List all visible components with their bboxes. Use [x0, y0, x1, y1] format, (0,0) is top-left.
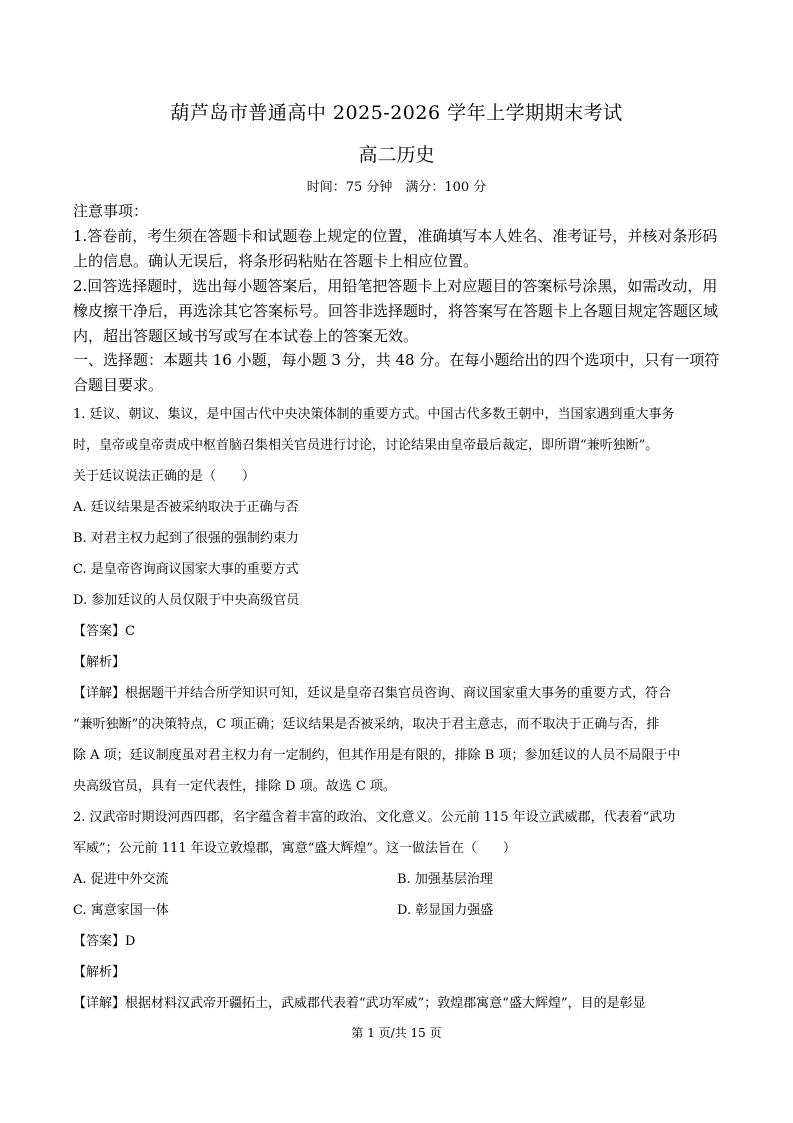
question-1-detail-line: “兼听独断”的决策特点，C 项正确；廷议结果是否被采纳，取决于君主意志，而不取决于正确与否，排	[73, 717, 660, 732]
question-2-option-c: C. 寓意家国一体	[73, 903, 169, 918]
question-1-option-b: B. 对君主权力起到了很强的强制约束力	[73, 531, 299, 546]
question-1-analysis-heading: 【解析】	[73, 655, 126, 670]
notes-item-1: 1.答卷前，考生须在答题卡和试题卷上规定的位置，准确填写本人姓名、准考证号，并核对条形码上的信息。确认无误后，将条形码粘贴在答题卡上相应位置。	[73, 227, 718, 270]
question-2-detail-line: 【详解】根据材料汉武帝开疆拓土，武威郡代表着“武功军威”；敦煌郡寓意“盛大辉煌”，目的是彰显	[73, 996, 646, 1011]
question-2-answer: 【答案】D	[73, 934, 136, 949]
page-footer: 第 1 页/共 15 页	[351, 1026, 442, 1040]
notes-heading: 注意事项：	[73, 202, 149, 220]
question-1-detail-line: 央高级官员，具有一定代表性，排除 D 项。故选 C 项。	[73, 779, 396, 794]
question-2-options-row	[73, 895, 723, 926]
question-2-option-b: B. 加强基层治理	[397, 872, 493, 887]
question-2-option-d: D. 彰显国力强盛	[397, 903, 494, 918]
question-1-detail-line: 除 A 项；廷议制度虽对君主权力有一定制约，但其作用是有限的，排除 B 项；参加廷议的人员不局限于中	[73, 748, 681, 763]
exam-meta: 时间：75 分钟 满分：100 分	[306, 180, 487, 195]
section-instructions: 一、选择题：本题共 16 小题，每小题 3 分，共 48 分。在每小题给出的四个选项中，只有一项符合题目要求。	[73, 351, 720, 394]
question-2-option-a: A. 促进中外交流	[73, 872, 169, 887]
notes-item-2: 2.回答选择题时，选出每小题答案后，用铅笔把答题卡上对应题目的答案标号涂黑，如需改动，用橡皮擦干净后，再选涂其它答案标号。回答非选择题时，将答案写在答题卡上各题目规定答题区域内，超出答题区域书写或写在本试卷上的答案无效。	[73, 277, 719, 345]
question-1-option-c: C. 是皇帝咨询商议国家大事的重要方式	[73, 562, 299, 577]
question-2-stem-line: 军威”；公元前 111 年设立敦煌郡，寓意“盛大辉煌”。这一做法旨在（ ）	[73, 841, 517, 856]
question-1-stem-line: 1. 廷议、朝议、集议，是中国古代中央决策体制的重要方式。中国古代多数王朝中，当国家遇到重大事务	[73, 407, 675, 422]
question-1-option-d: D. 参加廷议的人员仅限于中央高级官员	[73, 593, 300, 608]
question-1-detail-line: 【详解】根据题干并结合所学知识可知，廷议是皇帝召集官员咨询、商议国家重大事务的重要方式，符合	[73, 686, 672, 701]
question-2-analysis-heading: 【解析】	[73, 965, 126, 980]
question-1-answer: 【答案】C	[73, 624, 135, 639]
question-2-stem-line: 2. 汉武帝时期设河西四郡，名字蕴含着丰富的政治、文化意义。公元前 115 年设立武威郡，代表着“武功	[73, 810, 676, 825]
question-1-option-a: A. 廷议结果是否被采纳取决于正确与否	[73, 500, 299, 515]
exam-subject: 高二历史	[358, 144, 435, 166]
notes-section	[73, 199, 723, 349]
exam-title: 葫芦岛市普通高中 2025-2026 学年上学期期末考试	[170, 102, 623, 124]
question-1-stem-line: 时，皇帝或皇帝责成中枢首脑召集相关官员进行讨论，讨论结果由皇帝最后裁定，即所谓“兼听独断”。	[73, 438, 659, 453]
question-1	[73, 399, 723, 1019]
question-1-stem-line: 关于廷议说法正确的是（ ）	[73, 469, 256, 484]
question-2-options-row	[73, 864, 723, 895]
